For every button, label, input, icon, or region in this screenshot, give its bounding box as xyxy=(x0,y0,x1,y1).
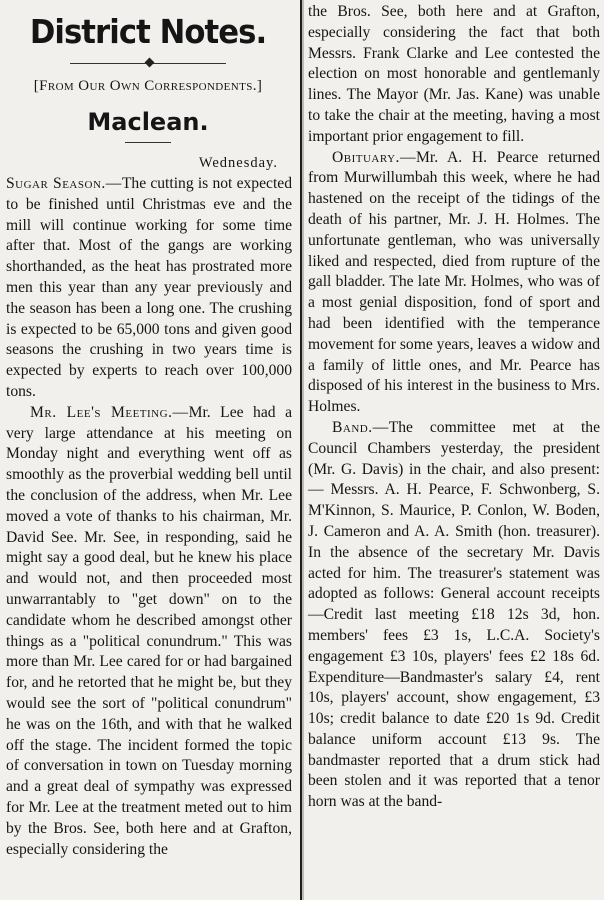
lee-meeting-heading: Mr. Lee's Meeting.— xyxy=(30,403,189,421)
right-column xyxy=(306,0,604,900)
title-ornament xyxy=(0,56,296,72)
lee-meeting-text: Mr. Lee had a very large attendance at his meeting on Monday night and everything went off as smoothly as the proverbial wedding bell until the conclusion of the address, when Mr. Lee moved a vote of thanks to his chairman, Mr. David See. Mr. See, in responding, said he might say a good deal, but he knew his place and would not, and then proceeded most unwarrantably to "get down" on to the candidate whom he described amongst other things as a "political conundrum." This was more than Mr. Lee cared for or had bargained for, and he retorted that he might be, but they would see the sort of "political conundrum" he was on the 16th, and with that he walked off the stage. The incident formed the topic of conversation in town on Tuesday morning and a great deal of sympathy was expressed for Mr. Lee at the treatment meted out to him by the Bros. See, both here and at Grafton, especially considering the xyxy=(6,403,292,858)
lee-meeting-paragraph xyxy=(0,403,296,861)
left-column xyxy=(0,0,296,900)
diamond-ornament-icon xyxy=(145,58,155,68)
correspondents-line: [From Our Own Correspondents.] xyxy=(33,78,263,94)
lee-meeting-continued: the Bros. See, both here and at Grafton, especially considering the fact that both Messrs. Frank Clarke and Lee contested the election on most honorable and gentlemanly lines. The Mayor (Mr. Jas. Kane) was unable to take the chair at the meeting, having a most important prior engagement to fill. xyxy=(308,3,600,145)
obituary-paragraph xyxy=(306,148,604,418)
section-title: District Notes. xyxy=(29,12,267,51)
dateline-day: Wednesday. xyxy=(198,155,278,171)
band-heading: Band.— xyxy=(332,418,389,436)
sugar-season-text: The cutting is not expected to be finished until Christmas eve and the mill will continue working for some time after that. Most of the gangs are working shorthanded, as the heat has prostrated more men this year than any year previously and the season has been a long one. The crushing is expected to be 65,000 tons and given good seasons the crushing in two years time is expected by experts to reach over 100,000 tons. xyxy=(6,175,292,400)
column-divider xyxy=(300,0,302,900)
obituary-text: Mr. A. H. Pearce returned from Murwillumbah this week, where he had hastened on the receipt of the tidings of the death of his partner, Mr. J. H. Holmes. The unfortunate gentleman, who was universally liked and respected, died from rupture of the gall bladder. The late Mr. Holmes, who was of a most genial disposition, fond of sport and had been identified with the temperance movement for some years, leaves a widow and a family of little ones, and Mr. Pearce has disposed of his interest in the business to Mrs. Holmes. xyxy=(308,148,600,416)
obituary-heading: Obituary.— xyxy=(332,148,417,166)
sugar-season-heading: Sugar Season.— xyxy=(6,175,122,192)
town-heading: Maclean. xyxy=(87,108,209,136)
band-text: The committee met at the Council Chambers yesterday, the president (Mr. G. Davis) in the chair, and also present: — Messrs. A. H. Pearce, F. Schwonberg, S. M'Kinnon, S. Maurice, P. Conlon, W. Boden, J. Cameron and A. A. Smith (hon. treasurer). In the absence of the secretary Mr. Davis acted for him. The treasurer's statement was adopted as follows: General account receipts—Credit last meeting £18 12s 3d, hon. members' fees £3 1s, L.C.A. Society's engagement £3 10s, players' fees £2 18s 6d. Expenditure—Bandmaster's salary £4, rent 10s, players' account, show engagement, £3 10s; credit balance to date £20 1s 9d. Credit balance uniform account £13 9s. The bandmaster reported that a drum stick had been stolen and it was reported that a tenor horn was at the band- xyxy=(308,418,600,811)
town-rule xyxy=(125,142,171,143)
band-paragraph xyxy=(306,418,604,813)
sugar-season-paragraph xyxy=(0,174,296,403)
